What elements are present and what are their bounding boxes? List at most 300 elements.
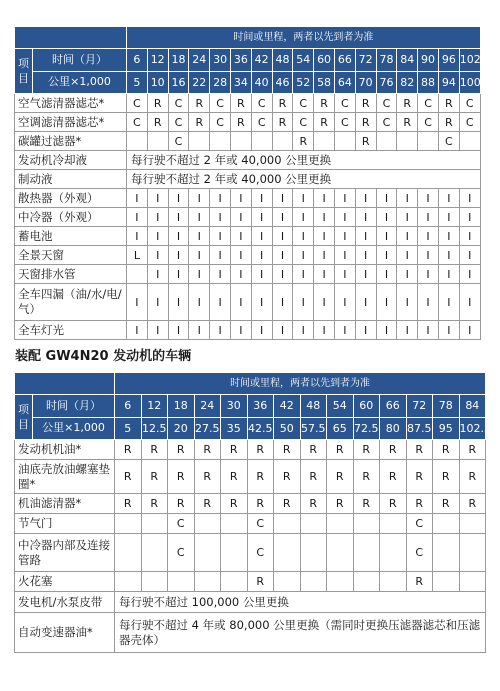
item-name: 空调滤清器滤芯* xyxy=(15,113,127,132)
item-name: 制动液 xyxy=(15,170,127,189)
schedule-cell: I xyxy=(376,284,397,321)
schedule-cell: R xyxy=(397,113,418,132)
header-title-row xyxy=(15,373,486,395)
table-row xyxy=(15,113,481,132)
schedule-cell: I xyxy=(127,321,148,340)
table-row xyxy=(15,613,486,653)
schedule-cell: R xyxy=(189,113,210,132)
month-cell: 60 xyxy=(314,49,335,72)
schedule-cell: I xyxy=(272,246,293,265)
schedule-cell: C xyxy=(459,94,480,113)
schedule-cell xyxy=(194,514,221,534)
header-corner-label xyxy=(15,49,127,94)
schedule-cell: I xyxy=(210,208,231,227)
schedule-cell: I xyxy=(314,284,335,321)
table-row xyxy=(15,592,486,613)
schedule-cell: R xyxy=(147,113,168,132)
item-name: 全车灯光 xyxy=(15,321,127,340)
schedule-cell: C xyxy=(406,514,433,534)
km-cell: 64 xyxy=(334,71,355,94)
schedule-cell: R xyxy=(397,94,418,113)
schedule-cell xyxy=(274,572,301,592)
schedule-cell: R xyxy=(115,460,142,494)
schedule-cell: I xyxy=(293,265,314,284)
item-name: 全车四漏（油/水/电/气） xyxy=(15,284,127,321)
schedule-cell: I xyxy=(251,189,272,208)
month-cell: 18 xyxy=(168,49,189,72)
schedule-cell xyxy=(376,132,397,151)
schedule-cell: C xyxy=(376,94,397,113)
schedule-cell xyxy=(459,514,486,534)
schedule-cell: R xyxy=(168,460,195,494)
month-cell: 90 xyxy=(418,49,439,72)
schedule-cell: I xyxy=(251,246,272,265)
km-cell: 46 xyxy=(272,71,293,94)
item-name: 发动机冷却液 xyxy=(15,151,127,170)
km-cell: 70 xyxy=(355,71,376,94)
interval-note: 每行驶不超过 2 年或 40,000 公里更换 xyxy=(127,151,481,170)
schedule-cell: I xyxy=(147,284,168,321)
schedule-cell: R xyxy=(300,494,327,514)
schedule-cell: R xyxy=(272,94,293,113)
schedule-cell: I xyxy=(418,284,439,321)
item-name: 中冷器内部及连接管路 xyxy=(15,534,115,572)
schedule-cell: I xyxy=(147,265,168,284)
schedule-cell: C xyxy=(438,132,459,151)
schedule-cell: C xyxy=(127,113,148,132)
schedule-cell xyxy=(300,572,327,592)
month-cell: 78 xyxy=(433,395,460,418)
schedule-cell: R xyxy=(355,113,376,132)
schedule-cell: R xyxy=(438,113,459,132)
schedule-cell xyxy=(433,534,460,572)
month-cell: 6 xyxy=(115,395,142,418)
schedule-cell xyxy=(127,265,148,284)
schedule-cell: I xyxy=(334,284,355,321)
table-row xyxy=(15,284,481,321)
schedule-cell: I xyxy=(293,284,314,321)
schedule-cell: L xyxy=(127,246,148,265)
schedule-cell xyxy=(300,514,327,534)
schedule-cell: I xyxy=(251,265,272,284)
item-name: 发动机机油* xyxy=(15,440,115,460)
schedule-cell xyxy=(210,132,231,151)
table-row xyxy=(15,132,481,151)
schedule-cell: R xyxy=(438,94,459,113)
schedule-cell xyxy=(115,514,142,534)
schedule-cell: I xyxy=(168,227,189,246)
schedule-cell: I xyxy=(459,227,480,246)
schedule-cell: I xyxy=(418,208,439,227)
km-label: 公里×1,000 xyxy=(42,421,105,435)
header-months-row xyxy=(15,395,486,418)
schedule-cell: I xyxy=(397,227,418,246)
month-cell: 66 xyxy=(380,395,407,418)
schedule-cell: I xyxy=(355,284,376,321)
schedule-cell: C xyxy=(247,514,274,534)
km-cell: 102.5 xyxy=(459,417,486,440)
km-cell: 34 xyxy=(230,71,251,94)
schedule-cell: I xyxy=(168,189,189,208)
schedule-cell: I xyxy=(438,265,459,284)
month-cell: 24 xyxy=(189,49,210,72)
item-name: 碳罐过滤器* xyxy=(15,132,127,151)
schedule-cell: I xyxy=(230,265,251,284)
table-row xyxy=(15,321,481,340)
schedule-cell xyxy=(353,514,380,534)
schedule-cell: I xyxy=(293,321,314,340)
schedule-cell: I xyxy=(230,227,251,246)
schedule-cell: I xyxy=(272,284,293,321)
schedule-cell: R xyxy=(147,94,168,113)
schedule-cell: I xyxy=(355,227,376,246)
schedule-cell: I xyxy=(438,227,459,246)
corner-wrap xyxy=(18,49,126,93)
schedule-cell: R xyxy=(433,460,460,494)
table-row xyxy=(15,440,486,460)
schedule-cell: I xyxy=(293,189,314,208)
schedule-cell: C xyxy=(334,113,355,132)
header-corner-label xyxy=(15,395,115,440)
month-cell: 60 xyxy=(353,395,380,418)
schedule-cell: R xyxy=(300,460,327,494)
month-cell: 12 xyxy=(141,395,168,418)
corner-labels xyxy=(33,395,114,439)
km-cell: 88 xyxy=(418,71,439,94)
km-cell: 16 xyxy=(168,71,189,94)
km-cell: 65 xyxy=(327,417,354,440)
schedule-cell: I xyxy=(230,284,251,321)
km-cell: 42.5 xyxy=(247,417,274,440)
schedule-cell: R xyxy=(230,113,251,132)
schedule-cell: I xyxy=(251,321,272,340)
km-cell: 82 xyxy=(397,71,418,94)
schedule-cell: I xyxy=(272,265,293,284)
schedule-cell: I xyxy=(210,265,231,284)
month-cell: 78 xyxy=(376,49,397,72)
schedule-cell: I xyxy=(376,208,397,227)
schedule-cell: I xyxy=(355,246,376,265)
schedule-cell: I xyxy=(397,189,418,208)
schedule-cell: C xyxy=(293,94,314,113)
schedule-cell xyxy=(300,534,327,572)
schedule-cell: I xyxy=(438,189,459,208)
km-cell: 58 xyxy=(314,71,335,94)
schedule-cell: R xyxy=(459,440,486,460)
schedule-cell xyxy=(194,572,221,592)
schedule-cell: I xyxy=(459,189,480,208)
header-months-row xyxy=(15,49,481,72)
schedule-cell: I xyxy=(334,227,355,246)
schedule-cell xyxy=(418,132,439,151)
schedule-cell: R xyxy=(115,494,142,514)
schedule-cell: R xyxy=(194,460,221,494)
maintenance-table-1 xyxy=(14,26,481,340)
schedule-cell: R xyxy=(247,572,274,592)
km-cell: 40 xyxy=(251,71,272,94)
month-cell: 42 xyxy=(274,395,301,418)
km-cell: 80 xyxy=(380,417,407,440)
schedule-cell: R xyxy=(380,440,407,460)
schedule-cell: I xyxy=(314,227,335,246)
time-label: 时间（月） xyxy=(33,395,114,418)
schedule-cell: R xyxy=(300,440,327,460)
schedule-cell: R xyxy=(221,494,248,514)
month-cell: 48 xyxy=(272,49,293,72)
schedule-cell xyxy=(115,534,142,572)
schedule-cell xyxy=(433,572,460,592)
schedule-cell: C xyxy=(168,534,195,572)
item-name: 全景天窗 xyxy=(15,246,127,265)
km-cell: 72.5 xyxy=(353,417,380,440)
schedule-cell xyxy=(380,514,407,534)
item-name: 机油滤清器* xyxy=(15,494,115,514)
table-row xyxy=(15,460,486,494)
month-cell: 42 xyxy=(251,49,272,72)
table-row xyxy=(15,189,481,208)
schedule-cell: I xyxy=(168,284,189,321)
schedule-cell: I xyxy=(418,189,439,208)
schedule-cell: I xyxy=(272,208,293,227)
schedule-cell: R xyxy=(353,494,380,514)
schedule-cell: I xyxy=(147,189,168,208)
header-corner-blank xyxy=(15,373,115,395)
km-cell: 20 xyxy=(168,417,195,440)
schedule-cell: I xyxy=(314,208,335,227)
schedule-cell: I xyxy=(293,227,314,246)
schedule-cell xyxy=(115,572,142,592)
schedule-cell: I xyxy=(127,189,148,208)
schedule-cell: I xyxy=(147,321,168,340)
schedule-cell: I xyxy=(459,265,480,284)
schedule-cell: I xyxy=(438,208,459,227)
schedule-cell: C xyxy=(251,94,272,113)
schedule-cell: I xyxy=(251,227,272,246)
schedule-cell: I xyxy=(397,265,418,284)
schedule-cell: I xyxy=(376,227,397,246)
schedule-cell: I xyxy=(314,246,335,265)
schedule-cell xyxy=(327,514,354,534)
schedule-cell: R xyxy=(272,113,293,132)
month-cell: 6 xyxy=(127,49,148,72)
schedule-cell: I xyxy=(293,208,314,227)
table-row xyxy=(15,534,486,572)
month-cell: 72 xyxy=(355,49,376,72)
schedule-cell: I xyxy=(168,246,189,265)
month-cell: 54 xyxy=(293,49,314,72)
schedule-cell xyxy=(459,132,480,151)
schedule-cell: I xyxy=(189,246,210,265)
month-cell: 54 xyxy=(327,395,354,418)
schedule-cell: I xyxy=(251,208,272,227)
month-cell: 48 xyxy=(300,395,327,418)
corner-label-text: 项目 xyxy=(18,49,33,93)
month-cell: 96 xyxy=(438,49,459,72)
item-name: 自动变速器油* xyxy=(15,613,115,653)
schedule-cell: R xyxy=(406,494,433,514)
month-cell: 18 xyxy=(168,395,195,418)
km-cell: 52 xyxy=(293,71,314,94)
schedule-cell: I xyxy=(397,246,418,265)
schedule-cell: I xyxy=(418,265,439,284)
schedule-cell: R xyxy=(247,460,274,494)
schedule-cell: R xyxy=(230,94,251,113)
km-cell: 35 xyxy=(221,417,248,440)
schedule-cell: I xyxy=(168,265,189,284)
interval-note: 每行驶不超过 100,000 公里更换 xyxy=(115,592,486,613)
schedule-cell xyxy=(141,514,168,534)
schedule-cell: C xyxy=(251,113,272,132)
schedule-cell: I xyxy=(376,246,397,265)
km-cell: 5 xyxy=(115,417,142,440)
schedule-cell: R xyxy=(221,440,248,460)
table-row xyxy=(15,208,481,227)
schedule-cell: R xyxy=(433,494,460,514)
month-cell: 36 xyxy=(247,395,274,418)
month-cell: 30 xyxy=(210,49,231,72)
schedule-cell: R xyxy=(314,94,335,113)
corner-label-text: 项目 xyxy=(18,395,33,439)
schedule-cell: R xyxy=(406,572,433,592)
schedule-cell: I xyxy=(459,246,480,265)
schedule-cell xyxy=(274,514,301,534)
schedule-cell: R xyxy=(168,440,195,460)
schedule-cell xyxy=(251,132,272,151)
km-cell: 100 xyxy=(459,71,480,94)
schedule-cell xyxy=(380,534,407,572)
schedule-cell: I xyxy=(210,189,231,208)
interval-note: 每行驶不超过 4 年或 80,000 公里更换（需同时更换压滤器滤芯和压滤器壳体） xyxy=(115,613,486,653)
schedule-cell: I xyxy=(418,321,439,340)
schedule-cell: I xyxy=(334,265,355,284)
table-row xyxy=(15,246,481,265)
schedule-cell: I xyxy=(127,208,148,227)
schedule-cell: C xyxy=(293,113,314,132)
schedule-cell: C xyxy=(168,132,189,151)
schedule-cell: R xyxy=(274,460,301,494)
schedule-cell: I xyxy=(230,321,251,340)
schedule-cell: R xyxy=(327,494,354,514)
schedule-cell xyxy=(459,534,486,572)
schedule-cell: R xyxy=(274,494,301,514)
km-cell: 12.5 xyxy=(141,417,168,440)
month-cell: 36 xyxy=(230,49,251,72)
schedule-cell: I xyxy=(355,321,376,340)
time-label: 时间（月） xyxy=(33,49,126,72)
month-cell: 84 xyxy=(397,49,418,72)
schedule-cell: I xyxy=(334,321,355,340)
month-cell: 30 xyxy=(221,395,248,418)
month-cell: 66 xyxy=(334,49,355,72)
schedule-cell xyxy=(221,534,248,572)
schedule-cell: R xyxy=(353,460,380,494)
schedule-cell: I xyxy=(376,265,397,284)
schedule-cell xyxy=(147,132,168,151)
header-title: 时间或里程，两者以先到者为准 xyxy=(115,373,486,395)
schedule-cell: R xyxy=(115,440,142,460)
schedule-cell: I xyxy=(459,321,480,340)
schedule-cell xyxy=(272,132,293,151)
schedule-cell: I xyxy=(147,227,168,246)
schedule-cell: I xyxy=(230,246,251,265)
item-name: 空气滤清器滤芯* xyxy=(15,94,127,113)
schedule-cell: R xyxy=(194,440,221,460)
corner-labels xyxy=(33,49,126,93)
schedule-cell: I xyxy=(397,321,418,340)
schedule-cell: I xyxy=(459,284,480,321)
schedule-cell: I xyxy=(418,227,439,246)
schedule-cell: R xyxy=(247,440,274,460)
schedule-cell: R xyxy=(141,494,168,514)
schedule-cell: I xyxy=(314,321,335,340)
km-cell: 50 xyxy=(274,417,301,440)
schedule-cell xyxy=(194,534,221,572)
table-row xyxy=(15,572,486,592)
schedule-cell xyxy=(221,514,248,534)
schedule-cell: R xyxy=(293,132,314,151)
schedule-cell xyxy=(141,572,168,592)
schedule-cell: I xyxy=(355,208,376,227)
schedule-cell xyxy=(380,572,407,592)
schedule-cell: C xyxy=(459,113,480,132)
item-name: 发电机/水泵皮带 xyxy=(15,592,115,613)
schedule-cell: R xyxy=(327,440,354,460)
schedule-cell: I xyxy=(210,284,231,321)
schedule-cell: I xyxy=(210,321,231,340)
schedule-cell: I xyxy=(376,321,397,340)
schedule-cell xyxy=(433,514,460,534)
km-cell: 87.5 xyxy=(406,417,433,440)
schedule-cell: I xyxy=(376,189,397,208)
schedule-cell: I xyxy=(438,246,459,265)
schedule-cell: I xyxy=(168,321,189,340)
schedule-cell: C xyxy=(376,113,397,132)
km-cell: 10 xyxy=(147,71,168,94)
schedule-cell: I xyxy=(355,189,376,208)
schedule-cell: I xyxy=(334,189,355,208)
schedule-cell: I xyxy=(127,227,148,246)
km-cell: 27.5 xyxy=(194,417,221,440)
schedule-cell xyxy=(230,132,251,151)
interval-note: 每行驶不超过 2 年或 40,000 公里更换 xyxy=(127,170,481,189)
schedule-cell: R xyxy=(433,440,460,460)
schedule-cell: I xyxy=(397,284,418,321)
km-cell: 95 xyxy=(433,417,460,440)
schedule-cell xyxy=(459,572,486,592)
schedule-cell: C xyxy=(168,113,189,132)
schedule-cell: I xyxy=(314,189,335,208)
schedule-cell: I xyxy=(438,284,459,321)
schedule-cell xyxy=(314,132,335,151)
month-cell: 12 xyxy=(147,49,168,72)
schedule-cell: C xyxy=(127,94,148,113)
schedule-cell: I xyxy=(189,265,210,284)
table-row xyxy=(15,94,481,113)
schedule-cell: R xyxy=(355,132,376,151)
schedule-cell: I xyxy=(210,246,231,265)
schedule-cell: I xyxy=(168,208,189,227)
table-row xyxy=(15,151,481,170)
month-cell: 102 xyxy=(459,49,480,72)
item-name: 火花塞 xyxy=(15,572,115,592)
schedule-cell: R xyxy=(221,460,248,494)
schedule-cell: I xyxy=(272,227,293,246)
schedule-cell: I xyxy=(397,208,418,227)
schedule-cell xyxy=(127,132,148,151)
section-title: 装配 GW4N20 发动机的车辆 xyxy=(15,349,192,364)
schedule-cell: I xyxy=(189,321,210,340)
schedule-cell: I xyxy=(334,208,355,227)
